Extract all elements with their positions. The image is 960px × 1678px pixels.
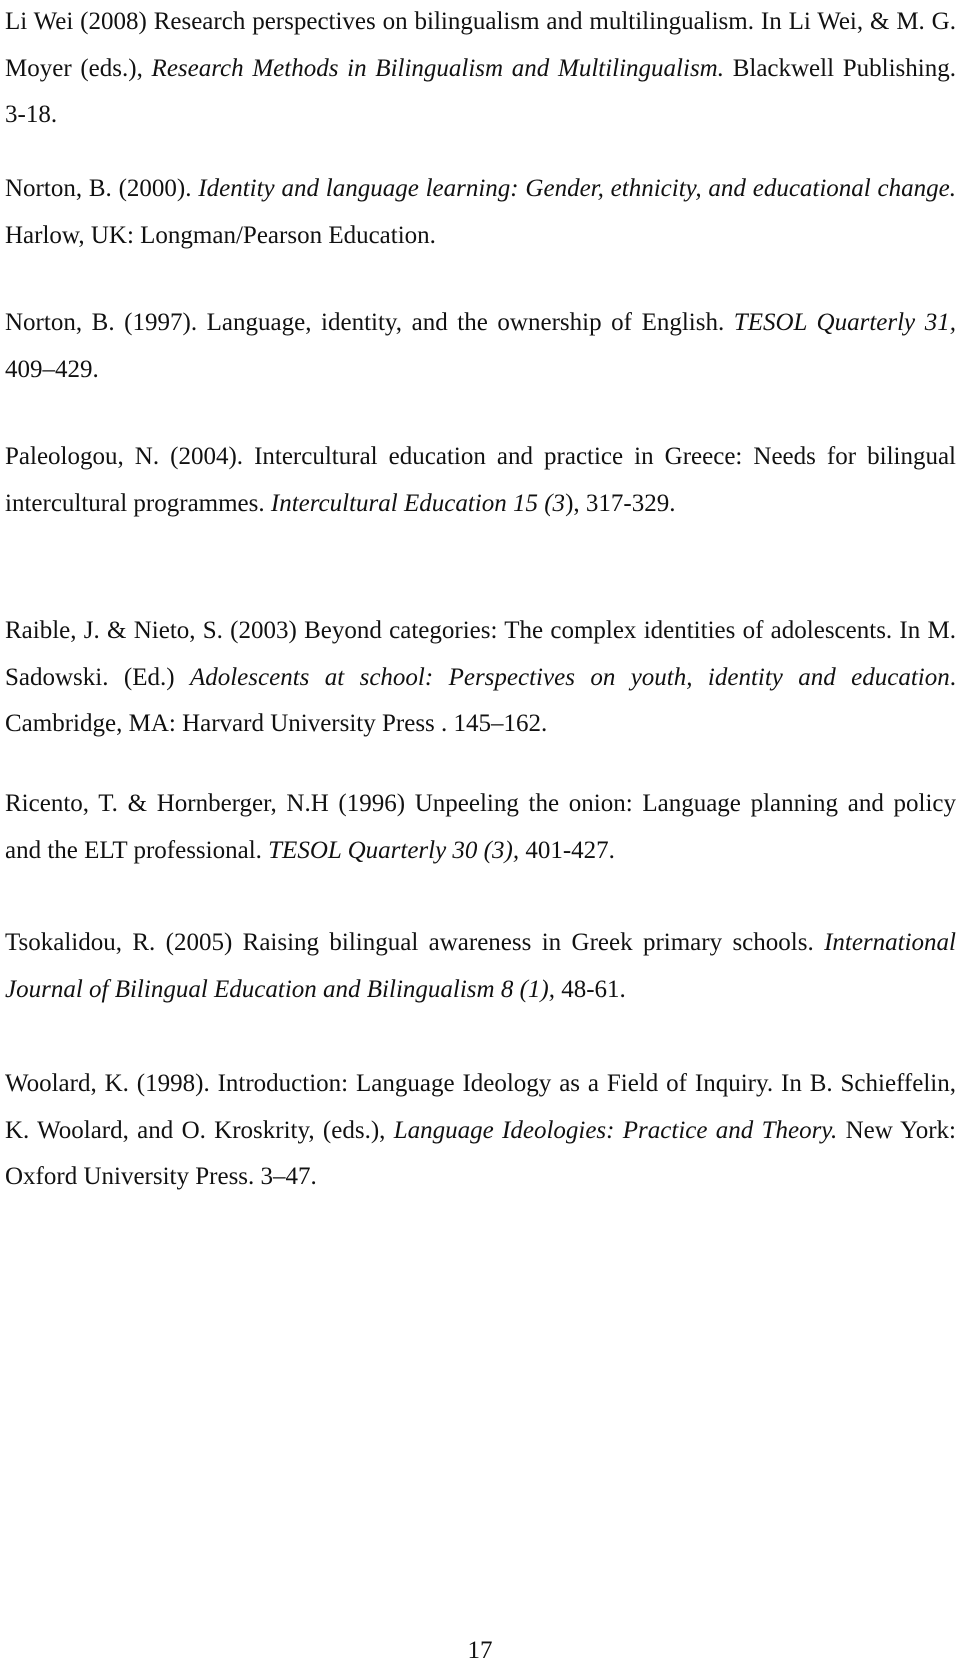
reference-title: Research Methods in Bilingualism and Multilingualism. [151,54,724,82]
reference-entry [5,434,956,527]
reference-title: TESOL Quarterly 30 (3), [268,836,520,864]
reference-text: Norton, B. (1997). Language, identity, and the ownership of English. [5,309,734,336]
reference-entry [5,920,956,1013]
reference-text: Li Wei (2008) Research perspectives on bilingualism and multilingualism. In Li Wei, & M. G. Moyer (eds.), [5,8,956,82]
reference-entry [5,166,956,259]
reference-title: Adolescents at school: Perspectives on youth, identity and education [189,663,950,691]
reference-text: Norton, B. (2000). [5,175,199,202]
reference-text: 401-427. [519,836,615,864]
reference-entry [5,0,956,139]
reference-title: Language Ideologies: Practice and Theory. [393,1116,838,1144]
reference-text: Tsokalidou, R. (2005) Raising bilingual awareness in Greek primary schools. [5,929,825,956]
page-number: 17 [467,1637,493,1664]
reference-text: Blackwell Publishing. 3-18. [5,54,956,128]
reference-title: TESOL Quarterly 31, [733,309,956,336]
reference-text: 409–429. [5,355,99,383]
reference-title: Identity and language learning: Gender, ethnicity, and educational change. [198,175,956,202]
reference-text: New York: Oxford University Press. 3–47. [5,1116,956,1190]
reference-text: Ricento, T. & Hornberger, N.H (1996) Unpeeling the onion: Language planning and policy and the ELT professional. [5,790,956,864]
reference-title: Intercultural Education 15 (3 [270,489,566,517]
reference-text: 48-61. [554,975,626,1003]
reference-text: Harlow, UK: Longman/Pearson Education. [5,221,436,249]
reference-entry [5,608,956,748]
reference-text: ), 317-329. [565,489,676,517]
reference-text: Raible, J. & Nieto, S. (2003) Beyond categories: The complex identities of adolescents. In M. Sadowski. (Ed.) [5,617,956,691]
reference-text: Woolard, K. (1998). Introduction: Language Ideology as a Field of Inquiry. In B. Schieffelin, K. Woolard, and O. Kroskrity, (eds.), [5,1070,956,1144]
reference-entry [5,300,956,393]
reference-text: . Cambridge, MA: Harvard University Press . 145–162. [5,663,956,737]
reference-entry [5,781,956,874]
reference-entry [5,1061,956,1201]
reference-title: International Journal of Bilingual Education and Bilingualism 8 (1), [5,929,956,1003]
reference-text: Paleologou, N. (2004). Intercultural education and practice in Greece: Needs for bilingual intercultural programmes. [5,443,956,517]
